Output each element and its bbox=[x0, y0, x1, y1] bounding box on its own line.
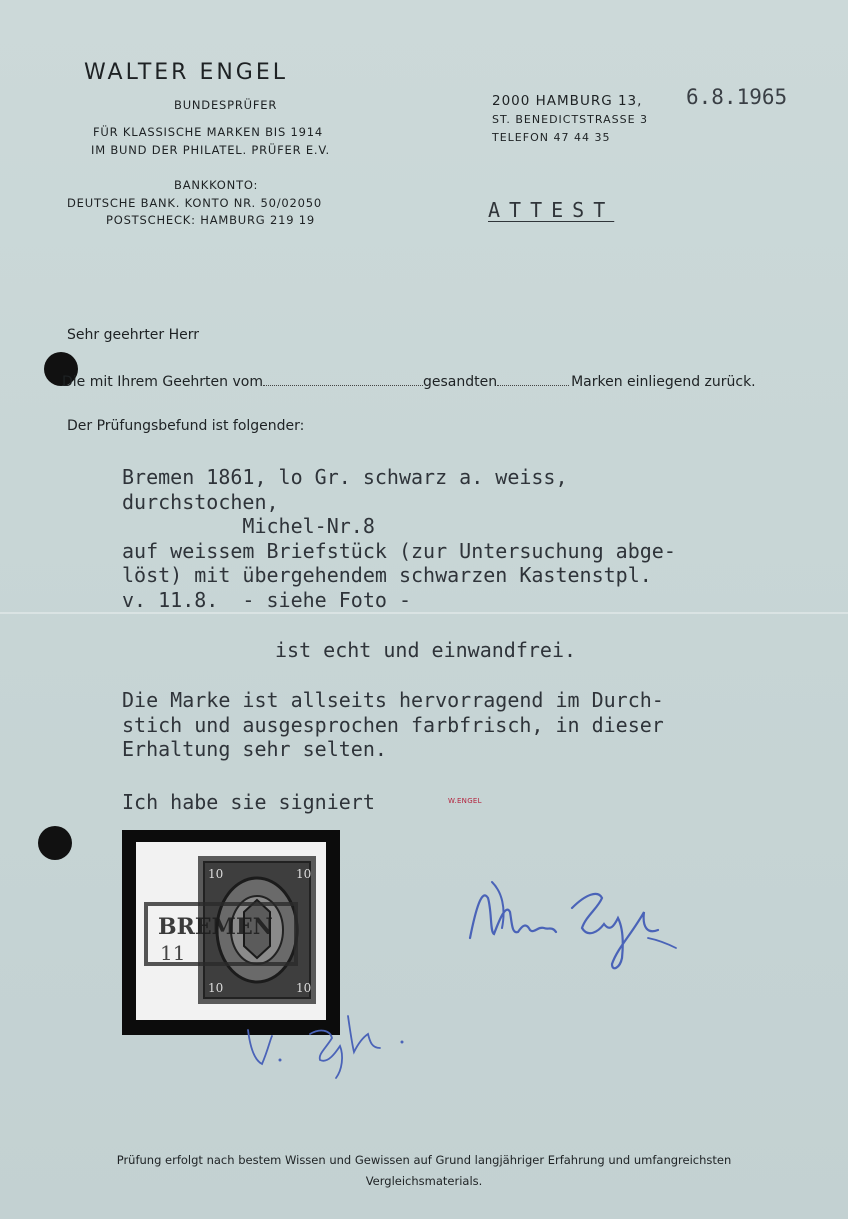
signed-note: Ich habe sie signiert bbox=[122, 790, 375, 814]
letterhead-line1: FÜR KLASSISCHE MARKEN BIS 1914 bbox=[93, 125, 323, 139]
letterhead-postscheck: POSTSCHECK: HAMBURG 219 19 bbox=[106, 213, 315, 227]
letterhead-title: BUNDESPRÜFER bbox=[174, 98, 278, 112]
return-line-part3: Marken einliegend zurück. bbox=[571, 374, 756, 390]
letterhead-line2: IM BUND DER PHILATEL. PRÜFER E.V. bbox=[91, 143, 331, 157]
address-city: 2000 HAMBURG 13, bbox=[492, 93, 643, 109]
document-title: ATTEST bbox=[488, 198, 615, 222]
letterhead-name: WALTER ENGEL bbox=[84, 60, 289, 85]
letterhead-bank-label: BANKKONTO: bbox=[174, 178, 259, 192]
stamp-photo-inner bbox=[136, 842, 326, 1020]
return-line bbox=[62, 373, 756, 390]
main-signature bbox=[462, 868, 692, 978]
document-date: 6.8.1965 bbox=[686, 85, 788, 109]
footer-line1: Prüfung erfolgt nach bestem Wissen und Gewissen auf Grund langjähriger Erfahrung und umfangreichsten bbox=[116, 1153, 732, 1167]
return-line-part1: Die mit Ihrem Geehrten vom bbox=[62, 374, 263, 390]
findings-intro: Der Prüfungsbefund ist folgender: bbox=[67, 418, 305, 434]
cancel-text: BREMEN bbox=[158, 914, 273, 940]
stamp-signature bbox=[240, 1000, 420, 1080]
dotted-blank-date bbox=[263, 373, 423, 386]
return-line-part2: gesandten bbox=[422, 374, 498, 390]
engel-handstamp: W.ENGEL bbox=[448, 797, 482, 805]
svg-text:10: 10 bbox=[208, 867, 224, 881]
address-street: ST. BENEDICTSTRASSE 3 bbox=[492, 113, 649, 126]
stamp-description: Bremen 1861, lo Gr. schwarz a. weiss, durchstochen, Michel-Nr.8 auf weissem Briefstück (zur Untersuchung abge- löst) mit übergehendem schwarzen Kastenstpl. v. 11.8. - siehe Foto - bbox=[122, 465, 676, 612]
svg-text:10: 10 bbox=[296, 867, 312, 881]
letterhead-bank-line: DEUTSCHE BANK. KONTO NR. 50/02050 bbox=[67, 196, 322, 210]
address-telephone: TELEFON 47 44 35 bbox=[492, 131, 611, 144]
stamp-image bbox=[136, 842, 326, 1020]
fold-line bbox=[0, 612, 848, 614]
verdict: ist echt und einwandfrei. bbox=[275, 638, 577, 662]
condition-note: Die Marke ist allseits hervorragend im Durch- stich und ausgesprochen farbfrisch, in dieser Erhaltung sehr selten. bbox=[122, 688, 664, 761]
punch-hole-bottom bbox=[38, 826, 72, 860]
footer-line2: Vergleichsmaterials. bbox=[365, 1174, 483, 1188]
salutation: Sehr geehrter Herr bbox=[67, 327, 200, 343]
dotted-blank-count bbox=[497, 373, 569, 386]
svg-text:10: 10 bbox=[208, 981, 224, 995]
cancel-date: 11 bbox=[160, 941, 186, 965]
svg-text:10: 10 bbox=[296, 981, 312, 995]
